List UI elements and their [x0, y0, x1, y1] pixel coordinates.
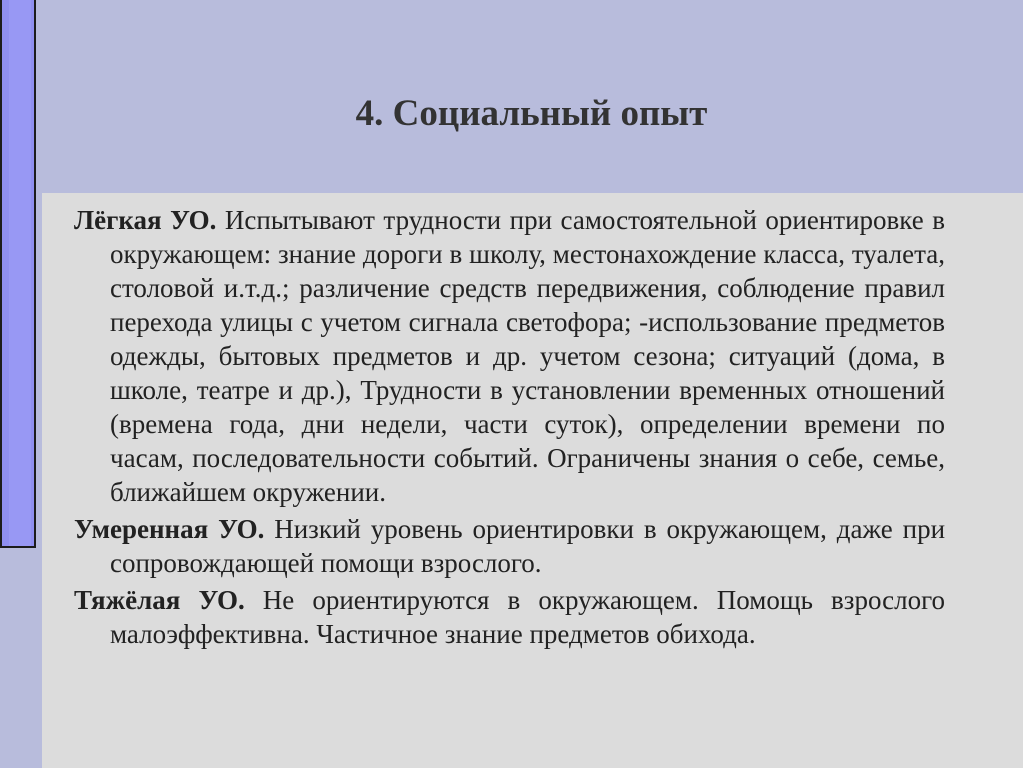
paragraph-moderate — [74, 512, 945, 580]
decorative-side-bar — [0, 0, 36, 548]
paragraph-light — [74, 203, 945, 509]
title-area — [40, 0, 1023, 193]
text-moderate: Низкий уровень ориентировки в окружающем, даже при сопровождающей помощи взрослого. — [110, 514, 946, 578]
content-box — [42, 193, 1023, 768]
text-severe: Не ориентируются в окружающем. Помощь взрослого малоэффективна. Частичное знание предметов обихода. — [110, 585, 945, 649]
paragraph-severe — [74, 583, 945, 651]
slide-title: 4. Социальный опыт — [355, 93, 708, 134]
term-moderate: Умеренная УО. — [74, 514, 265, 544]
text-light: Испытывают трудности при самостоятельной ориентировке в окружающем: знание дороги в школу, местонахождение класса, туалета, столовой и.т.д.; различение средств передвижения, соблюдение правил перехода улицы с учетом сигнала светофора; -использование предметов одежды, бытовых предметов и др. учетом сезона; ситуаций (дома, в школе, театре и др.), Трудности в установлении временных отношений (времена года, дни недели, части суток), определении времени по часам, последовательности событий. Ограничены знания о себе, семье, ближайшем окружении. — [110, 205, 946, 507]
term-light: Лёгкая УО. — [74, 205, 217, 235]
decorative-side-bar-inner — [9, 0, 31, 546]
term-severe: Тяжёлая УО. — [74, 585, 245, 615]
